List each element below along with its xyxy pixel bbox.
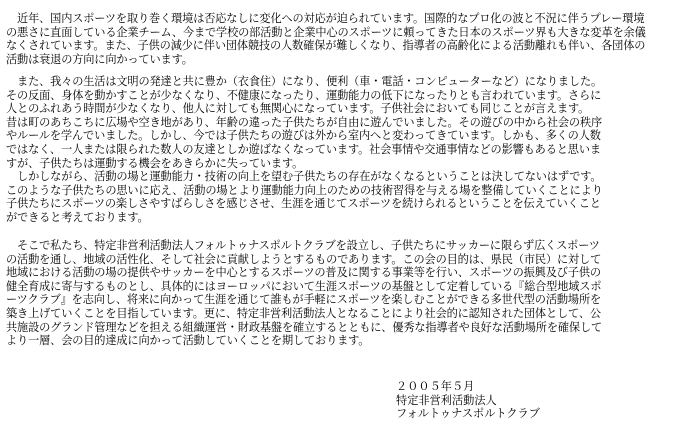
text-line: 健全育成に寄与するものとし、具体的にはヨーロッパにおいて生涯スポーツの基盤として定着している『総合型地域スポ [6, 279, 602, 293]
text-line: また、我々の生活は文明の発達と共に豊か（衣食住）になり、便利（車・電話・コンピューターなど）になりました。 [6, 75, 603, 88]
signature-block [396, 380, 686, 421]
text-line: 活動は衰退の方向に向かっています。 [6, 52, 193, 66]
text-line: の悪さに直面している企業チーム、今まで学校の部活動と企業中心のスポーツに頼ってきた日本のスポーツ界も大きな変革を余儀 [6, 25, 646, 39]
paragraph-1 [6, 12, 692, 66]
paragraph-2 [6, 75, 692, 225]
text-line: 近年、国内スポーツを取り巻く環境は否応なしに変化への対応が迫られています。国際的なプロ化の波と不況に伴うプレー環境 [6, 12, 645, 25]
text-line: より一層、会の目的達成に向かって活動していくことを期しております。 [6, 334, 370, 348]
text-line: 昔は町のあちこちに広場や空き地があり、年齢の違った子供たちが自由に遊んでいました。その遊びの中から社会の秩序 [6, 115, 603, 129]
text-line: 共施設のグランド管理などを担える組織運営・財政基盤を確立するとともに、優秀な指導者や良好な活動場所を確保して [6, 320, 603, 334]
text-line: ーツクラブ』を志向し、将来に向かって生涯を通じて誰もが手軽にスポーツを楽しむことができる多世代型の活動場所を [6, 293, 602, 307]
text-line: そこで私たち、特定非営利活動法人フォルトゥナスポルトクラブを設立し、子供たちにサッカーに限らず広くスポーツ [6, 239, 600, 252]
text-line: このような子供たちの思いに応え、活動の場とより運動能力向上のための技術習得を与える場を整備していくことにより [6, 183, 603, 197]
text-line: 築き上げていくことを目指しています。更に、特定非営利活動法人となることにより社会的に認知された団体として、公 [6, 306, 601, 320]
text-line: ではなく、一人または限られた数人の友達としか遊ばなくなっています。社会事情や交通事情などの影響もあると思いま [6, 142, 601, 156]
signature-org-name: フォルトゥナスポルトクラブ [396, 407, 540, 421]
text-line: 子供たちにスポーツの楽しさやすばらしさを感じさせ、生涯を通じてスポーツを続けられるということを伝えていくこと [6, 197, 601, 211]
text-line: しかしながら、活動の場と運動能力・技術の向上を望む子供たちの存在がなくなるということは決してないはずです。 [6, 170, 602, 184]
paragraph-3 [6, 239, 692, 348]
text-line: やルールを学んでいました。しかし、今では子供たちの遊びは外から室内へと変わってきています。しかも、多くの人数 [6, 129, 601, 143]
text-line: ができると考えております。 [6, 210, 149, 224]
text-line: の活動を通し、地域の活性化、そして社会に貢献しようとするものであります。この会の目的は、県民（市民）に対して [6, 252, 602, 266]
text-line: すが、子供たちは運動する機会をあきらかに失っています。 [6, 156, 304, 170]
text-line: 地域における活動の場の提供やサッカーを中心とするスポーツの普及に関する事業等を行い、スポーツの振興及び子供の [6, 266, 601, 280]
text-line: その反面、身体を動かすことが少なくなり、不健康になったり、運動能力の低下になったりとも言われています。さらに [6, 88, 602, 102]
signature-date: ２００５年５月 [396, 380, 475, 393]
text-line: なくされています。また、子供の減少に伴い団体競技の人数確保が難しくなり、指導者の高齢化による活動離れも伴い、各団体の [6, 39, 646, 53]
signature-org-type: 特定非営利活動法人 [396, 393, 497, 407]
text-line: 人とのふれあう時間が少なくなり、他人に対しても無関心になっています。子供社会においても同じことが言えます。 [6, 102, 590, 116]
